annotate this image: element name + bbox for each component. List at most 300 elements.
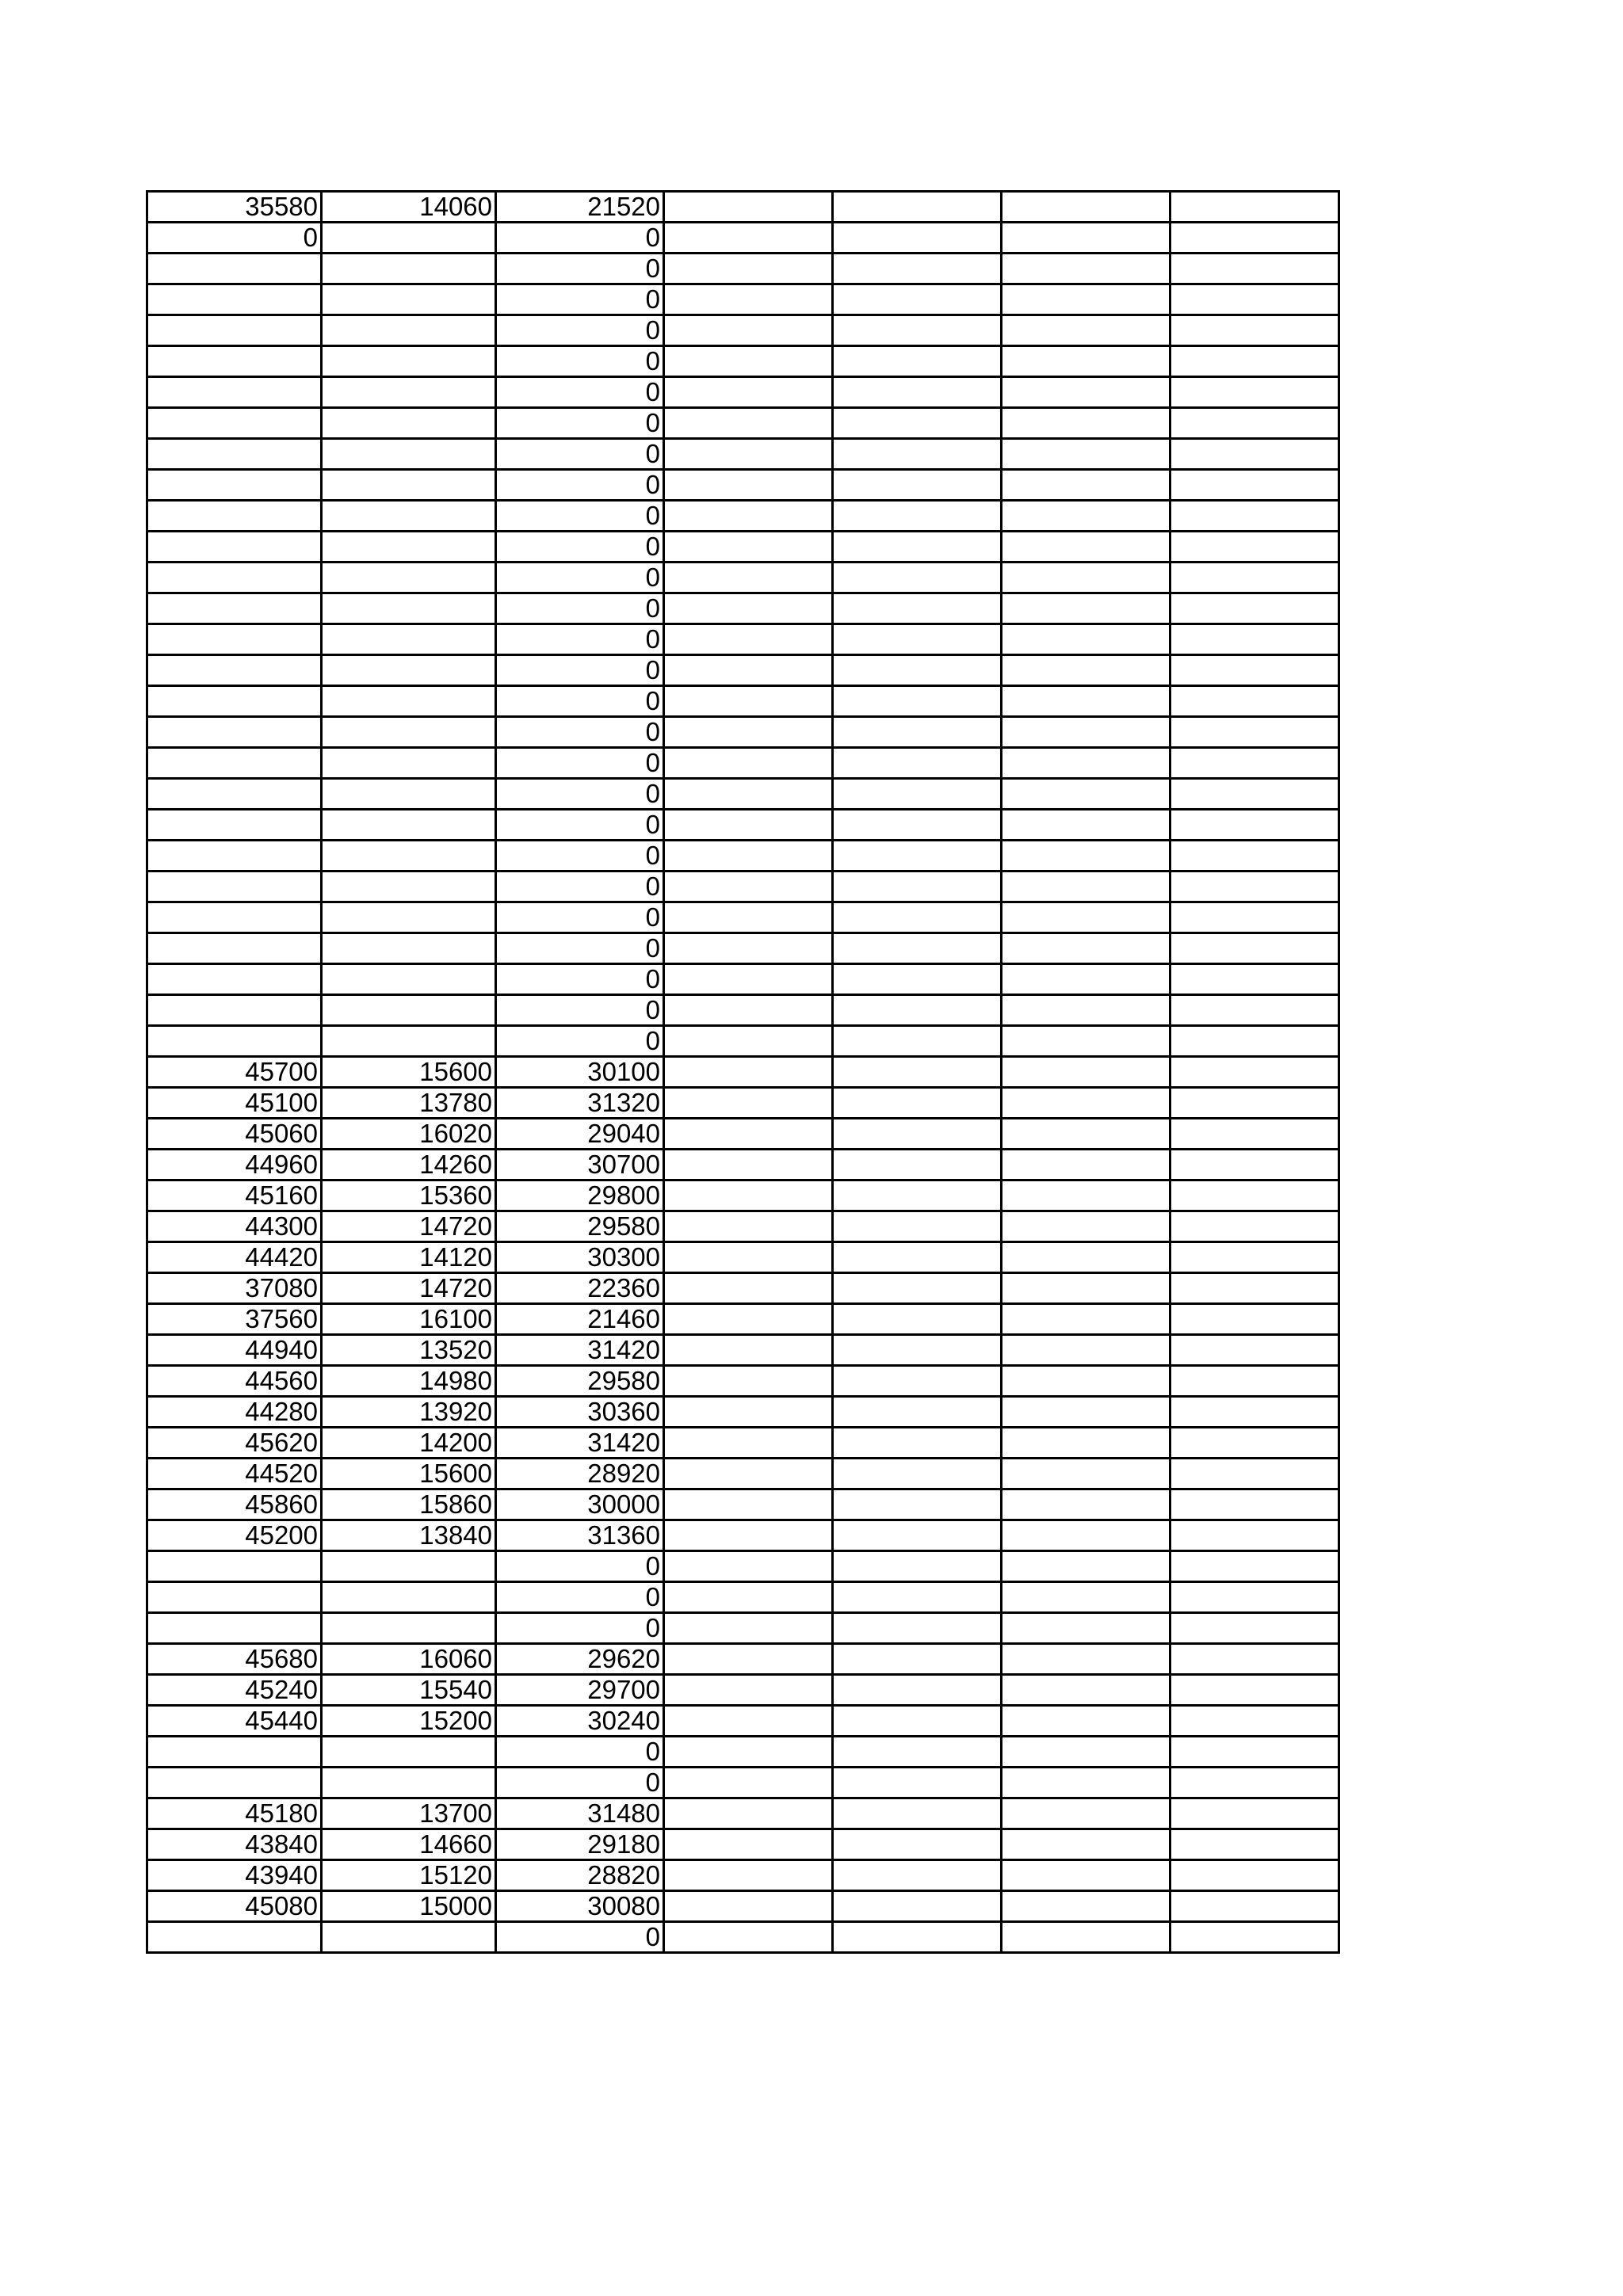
- cell-col-d[interactable]: [664, 1582, 833, 1613]
- cell-col-f[interactable]: [1002, 1211, 1170, 1242]
- cell-col-c[interactable]: 21460: [496, 1304, 664, 1335]
- cell-col-c[interactable]: 31320: [496, 1088, 664, 1119]
- cell-col-a[interactable]: 43940: [147, 1860, 322, 1891]
- cell-col-d[interactable]: [664, 1026, 833, 1057]
- cell-col-f[interactable]: [1002, 1644, 1170, 1675]
- cell-col-g[interactable]: [1170, 1088, 1339, 1119]
- cell-col-d[interactable]: [664, 501, 833, 532]
- cell-col-e[interactable]: [833, 532, 1002, 563]
- cell-col-c[interactable]: 0: [496, 717, 664, 748]
- cell-col-a[interactable]: [147, 1737, 322, 1768]
- cell-col-g[interactable]: [1170, 1520, 1339, 1551]
- cell-col-a[interactable]: 44300: [147, 1211, 322, 1242]
- cell-col-a[interactable]: [147, 284, 322, 315]
- cell-col-c[interactable]: 0: [496, 1737, 664, 1768]
- cell-col-c[interactable]: 0: [496, 1551, 664, 1582]
- cell-col-a[interactable]: [147, 254, 322, 284]
- cell-col-d[interactable]: [664, 1798, 833, 1829]
- cell-col-f[interactable]: [1002, 1582, 1170, 1613]
- cell-col-d[interactable]: [664, 964, 833, 995]
- cell-col-b[interactable]: [322, 841, 496, 871]
- cell-col-b[interactable]: [322, 223, 496, 254]
- cell-col-e[interactable]: [833, 841, 1002, 871]
- cell-col-c[interactable]: 0: [496, 315, 664, 346]
- cell-col-b[interactable]: 13920: [322, 1397, 496, 1428]
- cell-col-b[interactable]: [322, 995, 496, 1026]
- cell-col-e[interactable]: [833, 1891, 1002, 1922]
- cell-col-e[interactable]: [833, 1922, 1002, 1953]
- cell-col-d[interactable]: [664, 1242, 833, 1273]
- cell-col-b[interactable]: [322, 439, 496, 470]
- cell-col-e[interactable]: [833, 810, 1002, 841]
- cell-col-e[interactable]: [833, 1057, 1002, 1088]
- cell-col-e[interactable]: [833, 1860, 1002, 1891]
- cell-col-a[interactable]: 45060: [147, 1119, 322, 1150]
- cell-col-a[interactable]: 45240: [147, 1675, 322, 1706]
- cell-col-f[interactable]: [1002, 1366, 1170, 1397]
- cell-col-c[interactable]: 0: [496, 933, 664, 964]
- cell-col-e[interactable]: [833, 995, 1002, 1026]
- cell-col-a[interactable]: [147, 686, 322, 717]
- cell-col-e[interactable]: [833, 593, 1002, 624]
- cell-col-f[interactable]: [1002, 1428, 1170, 1459]
- cell-col-f[interactable]: [1002, 470, 1170, 501]
- cell-col-f[interactable]: [1002, 1860, 1170, 1891]
- cell-col-c[interactable]: 0: [496, 902, 664, 933]
- cell-col-e[interactable]: [833, 1675, 1002, 1706]
- cell-col-e[interactable]: [833, 346, 1002, 377]
- cell-col-b[interactable]: 13700: [322, 1798, 496, 1829]
- cell-col-b[interactable]: [322, 933, 496, 964]
- cell-col-e[interactable]: [833, 1242, 1002, 1273]
- cell-col-f[interactable]: [1002, 1489, 1170, 1520]
- cell-col-e[interactable]: [833, 254, 1002, 284]
- cell-col-e[interactable]: [833, 1798, 1002, 1829]
- cell-col-f[interactable]: [1002, 1397, 1170, 1428]
- cell-col-e[interactable]: [833, 408, 1002, 439]
- cell-col-d[interactable]: [664, 1860, 833, 1891]
- cell-col-f[interactable]: [1002, 223, 1170, 254]
- cell-col-a[interactable]: [147, 1768, 322, 1798]
- cell-col-c[interactable]: 28920: [496, 1459, 664, 1489]
- cell-col-f[interactable]: [1002, 779, 1170, 810]
- cell-col-g[interactable]: [1170, 717, 1339, 748]
- cell-col-a[interactable]: [147, 1026, 322, 1057]
- cell-col-b[interactable]: 15000: [322, 1891, 496, 1922]
- cell-col-b[interactable]: [322, 686, 496, 717]
- cell-col-a[interactable]: [147, 501, 322, 532]
- cell-col-b[interactable]: 16060: [322, 1644, 496, 1675]
- cell-col-e[interactable]: [833, 779, 1002, 810]
- cell-col-d[interactable]: [664, 1304, 833, 1335]
- cell-col-b[interactable]: [322, 563, 496, 593]
- cell-col-d[interactable]: [664, 933, 833, 964]
- cell-col-a[interactable]: 44420: [147, 1242, 322, 1273]
- cell-col-f[interactable]: [1002, 1798, 1170, 1829]
- cell-col-d[interactable]: [664, 841, 833, 871]
- cell-col-d[interactable]: [664, 563, 833, 593]
- cell-col-e[interactable]: [833, 1211, 1002, 1242]
- cell-col-c[interactable]: 31420: [496, 1335, 664, 1366]
- cell-col-e[interactable]: [833, 563, 1002, 593]
- cell-col-c[interactable]: 0: [496, 439, 664, 470]
- cell-col-b[interactable]: [322, 346, 496, 377]
- cell-col-g[interactable]: [1170, 779, 1339, 810]
- cell-col-b[interactable]: 16100: [322, 1304, 496, 1335]
- cell-col-f[interactable]: [1002, 315, 1170, 346]
- cell-col-f[interactable]: [1002, 1829, 1170, 1860]
- cell-col-c[interactable]: 0: [496, 563, 664, 593]
- cell-col-b[interactable]: [322, 532, 496, 563]
- cell-col-a[interactable]: 44960: [147, 1150, 322, 1180]
- cell-col-d[interactable]: [664, 1768, 833, 1798]
- cell-col-c[interactable]: 0: [496, 593, 664, 624]
- cell-col-e[interactable]: [833, 1520, 1002, 1551]
- cell-col-f[interactable]: [1002, 717, 1170, 748]
- cell-col-g[interactable]: [1170, 1026, 1339, 1057]
- cell-col-d[interactable]: [664, 1335, 833, 1366]
- cell-col-f[interactable]: [1002, 1242, 1170, 1273]
- cell-col-b[interactable]: 14660: [322, 1829, 496, 1860]
- cell-col-c[interactable]: 30000: [496, 1489, 664, 1520]
- cell-col-g[interactable]: [1170, 1798, 1339, 1829]
- cell-col-e[interactable]: [833, 1459, 1002, 1489]
- cell-col-g[interactable]: [1170, 995, 1339, 1026]
- cell-col-d[interactable]: [664, 1150, 833, 1180]
- cell-col-f[interactable]: [1002, 1057, 1170, 1088]
- cell-col-a[interactable]: 45100: [147, 1088, 322, 1119]
- cell-col-g[interactable]: [1170, 1613, 1339, 1644]
- cell-col-c[interactable]: 31420: [496, 1428, 664, 1459]
- cell-col-f[interactable]: [1002, 1026, 1170, 1057]
- cell-col-c[interactable]: 0: [496, 408, 664, 439]
- cell-col-c[interactable]: 30300: [496, 1242, 664, 1273]
- cell-col-a[interactable]: [147, 655, 322, 686]
- cell-col-b[interactable]: [322, 1922, 496, 1953]
- cell-col-g[interactable]: [1170, 933, 1339, 964]
- cell-col-f[interactable]: [1002, 1273, 1170, 1304]
- cell-col-b[interactable]: 15360: [322, 1180, 496, 1211]
- cell-col-g[interactable]: [1170, 1428, 1339, 1459]
- cell-col-d[interactable]: [664, 1520, 833, 1551]
- cell-col-f[interactable]: [1002, 1768, 1170, 1798]
- cell-col-d[interactable]: [664, 223, 833, 254]
- cell-col-a[interactable]: [147, 439, 322, 470]
- cell-col-c[interactable]: 0: [496, 284, 664, 315]
- cell-col-c[interactable]: 22360: [496, 1273, 664, 1304]
- cell-col-b[interactable]: 15600: [322, 1057, 496, 1088]
- cell-col-g[interactable]: [1170, 284, 1339, 315]
- cell-col-a[interactable]: 45440: [147, 1706, 322, 1737]
- cell-col-e[interactable]: [833, 470, 1002, 501]
- cell-col-g[interactable]: [1170, 1860, 1339, 1891]
- cell-col-g[interactable]: [1170, 902, 1339, 933]
- cell-col-f[interactable]: [1002, 841, 1170, 871]
- cell-col-e[interactable]: [833, 1489, 1002, 1520]
- cell-col-b[interactable]: [322, 871, 496, 902]
- cell-col-g[interactable]: [1170, 1644, 1339, 1675]
- cell-col-b[interactable]: 13840: [322, 1520, 496, 1551]
- cell-col-a[interactable]: 0: [147, 223, 322, 254]
- cell-col-e[interactable]: [833, 1335, 1002, 1366]
- cell-col-a[interactable]: [147, 964, 322, 995]
- cell-col-f[interactable]: [1002, 1150, 1170, 1180]
- cell-col-b[interactable]: 13780: [322, 1088, 496, 1119]
- cell-col-d[interactable]: [664, 408, 833, 439]
- cell-col-f[interactable]: [1002, 995, 1170, 1026]
- cell-col-f[interactable]: [1002, 439, 1170, 470]
- cell-col-f[interactable]: [1002, 346, 1170, 377]
- cell-col-a[interactable]: [147, 995, 322, 1026]
- cell-col-d[interactable]: [664, 1922, 833, 1953]
- cell-col-g[interactable]: [1170, 748, 1339, 779]
- cell-col-g[interactable]: [1170, 1273, 1339, 1304]
- cell-col-g[interactable]: [1170, 686, 1339, 717]
- cell-col-a[interactable]: 44940: [147, 1335, 322, 1366]
- cell-col-f[interactable]: [1002, 563, 1170, 593]
- cell-col-d[interactable]: [664, 1459, 833, 1489]
- cell-col-g[interactable]: [1170, 1582, 1339, 1613]
- cell-col-e[interactable]: [833, 223, 1002, 254]
- cell-col-a[interactable]: 37080: [147, 1273, 322, 1304]
- cell-col-e[interactable]: [833, 933, 1002, 964]
- cell-col-g[interactable]: [1170, 315, 1339, 346]
- cell-col-d[interactable]: [664, 1891, 833, 1922]
- cell-col-f[interactable]: [1002, 1706, 1170, 1737]
- cell-col-b[interactable]: [322, 1768, 496, 1798]
- cell-col-a[interactable]: 45700: [147, 1057, 322, 1088]
- cell-col-c[interactable]: 29700: [496, 1675, 664, 1706]
- cell-col-e[interactable]: [833, 717, 1002, 748]
- cell-col-a[interactable]: 44560: [147, 1366, 322, 1397]
- cell-col-e[interactable]: [833, 315, 1002, 346]
- cell-col-g[interactable]: [1170, 624, 1339, 655]
- cell-col-e[interactable]: [833, 192, 1002, 223]
- cell-col-d[interactable]: [664, 1057, 833, 1088]
- cell-col-e[interactable]: [833, 1366, 1002, 1397]
- cell-col-b[interactable]: 15860: [322, 1489, 496, 1520]
- cell-col-b[interactable]: [322, 1551, 496, 1582]
- cell-col-a[interactable]: [147, 841, 322, 871]
- cell-col-b[interactable]: [322, 1737, 496, 1768]
- cell-col-b[interactable]: 14720: [322, 1211, 496, 1242]
- cell-col-g[interactable]: [1170, 563, 1339, 593]
- cell-col-f[interactable]: [1002, 1675, 1170, 1706]
- cell-col-b[interactable]: 16020: [322, 1119, 496, 1150]
- cell-col-e[interactable]: [833, 1428, 1002, 1459]
- cell-col-b[interactable]: [322, 748, 496, 779]
- cell-col-c[interactable]: 29620: [496, 1644, 664, 1675]
- cell-col-c[interactable]: 0: [496, 470, 664, 501]
- cell-col-f[interactable]: [1002, 377, 1170, 408]
- cell-col-f[interactable]: [1002, 192, 1170, 223]
- cell-col-a[interactable]: 45620: [147, 1428, 322, 1459]
- cell-col-f[interactable]: [1002, 1520, 1170, 1551]
- cell-col-e[interactable]: [833, 1737, 1002, 1768]
- cell-col-c[interactable]: 0: [496, 1026, 664, 1057]
- cell-col-c[interactable]: 0: [496, 995, 664, 1026]
- cell-col-f[interactable]: [1002, 964, 1170, 995]
- cell-col-e[interactable]: [833, 1613, 1002, 1644]
- cell-col-f[interactable]: [1002, 748, 1170, 779]
- cell-col-e[interactable]: [833, 1644, 1002, 1675]
- cell-col-g[interactable]: [1170, 1150, 1339, 1180]
- cell-col-c[interactable]: 0: [496, 655, 664, 686]
- cell-col-a[interactable]: 45180: [147, 1798, 322, 1829]
- cell-col-a[interactable]: [147, 470, 322, 501]
- cell-col-g[interactable]: [1170, 1304, 1339, 1335]
- cell-col-e[interactable]: [833, 284, 1002, 315]
- cell-col-a[interactable]: [147, 1613, 322, 1644]
- cell-col-e[interactable]: [833, 964, 1002, 995]
- cell-col-e[interactable]: [833, 624, 1002, 655]
- cell-col-e[interactable]: [833, 1304, 1002, 1335]
- cell-col-e[interactable]: [833, 1768, 1002, 1798]
- cell-col-g[interactable]: [1170, 346, 1339, 377]
- cell-col-d[interactable]: [664, 655, 833, 686]
- cell-col-c[interactable]: 29040: [496, 1119, 664, 1150]
- cell-col-g[interactable]: [1170, 1922, 1339, 1953]
- cell-col-b[interactable]: 14720: [322, 1273, 496, 1304]
- cell-col-e[interactable]: [833, 1119, 1002, 1150]
- cell-col-d[interactable]: [664, 1737, 833, 1768]
- cell-col-b[interactable]: 13520: [322, 1335, 496, 1366]
- cell-col-c[interactable]: 0: [496, 1613, 664, 1644]
- cell-col-d[interactable]: [664, 192, 833, 223]
- cell-col-d[interactable]: [664, 1088, 833, 1119]
- cell-col-b[interactable]: [322, 902, 496, 933]
- cell-col-c[interactable]: 30360: [496, 1397, 664, 1428]
- cell-col-f[interactable]: [1002, 902, 1170, 933]
- cell-col-a[interactable]: [147, 1551, 322, 1582]
- cell-col-e[interactable]: [833, 377, 1002, 408]
- cell-col-d[interactable]: [664, 284, 833, 315]
- cell-col-a[interactable]: [147, 717, 322, 748]
- cell-col-e[interactable]: [833, 1026, 1002, 1057]
- cell-col-d[interactable]: [664, 1706, 833, 1737]
- cell-col-a[interactable]: [147, 933, 322, 964]
- cell-col-e[interactable]: [833, 686, 1002, 717]
- cell-col-g[interactable]: [1170, 1397, 1339, 1428]
- cell-col-c[interactable]: 29800: [496, 1180, 664, 1211]
- cell-col-a[interactable]: [147, 1582, 322, 1613]
- cell-col-c[interactable]: 0: [496, 377, 664, 408]
- cell-col-g[interactable]: [1170, 1119, 1339, 1150]
- cell-col-f[interactable]: [1002, 1088, 1170, 1119]
- cell-col-e[interactable]: [833, 1088, 1002, 1119]
- cell-col-b[interactable]: [322, 779, 496, 810]
- cell-col-d[interactable]: [664, 1397, 833, 1428]
- cell-col-e[interactable]: [833, 1150, 1002, 1180]
- cell-col-b[interactable]: 14060: [322, 192, 496, 223]
- cell-col-a[interactable]: [147, 346, 322, 377]
- cell-col-d[interactable]: [664, 1644, 833, 1675]
- cell-col-d[interactable]: [664, 470, 833, 501]
- cell-col-b[interactable]: [322, 717, 496, 748]
- cell-col-b[interactable]: [322, 254, 496, 284]
- cell-col-b[interactable]: [322, 501, 496, 532]
- cell-col-a[interactable]: [147, 408, 322, 439]
- cell-col-g[interactable]: [1170, 1737, 1339, 1768]
- cell-col-b[interactable]: [322, 624, 496, 655]
- cell-col-a[interactable]: 44520: [147, 1459, 322, 1489]
- cell-col-g[interactable]: [1170, 1551, 1339, 1582]
- cell-col-f[interactable]: [1002, 1335, 1170, 1366]
- cell-col-e[interactable]: [833, 1273, 1002, 1304]
- cell-col-f[interactable]: [1002, 655, 1170, 686]
- cell-col-f[interactable]: [1002, 1922, 1170, 1953]
- cell-col-g[interactable]: [1170, 254, 1339, 284]
- cell-col-g[interactable]: [1170, 1675, 1339, 1706]
- cell-col-f[interactable]: [1002, 1180, 1170, 1211]
- cell-col-c[interactable]: 29180: [496, 1829, 664, 1860]
- cell-col-e[interactable]: [833, 655, 1002, 686]
- cell-col-d[interactable]: [664, 1366, 833, 1397]
- cell-col-d[interactable]: [664, 717, 833, 748]
- cell-col-e[interactable]: [833, 1829, 1002, 1860]
- cell-col-b[interactable]: 14200: [322, 1428, 496, 1459]
- cell-col-b[interactable]: [322, 593, 496, 624]
- cell-col-e[interactable]: [833, 1582, 1002, 1613]
- cell-col-d[interactable]: [664, 439, 833, 470]
- cell-col-g[interactable]: [1170, 655, 1339, 686]
- cell-col-d[interactable]: [664, 346, 833, 377]
- cell-col-b[interactable]: [322, 315, 496, 346]
- cell-col-a[interactable]: [147, 902, 322, 933]
- cell-col-d[interactable]: [664, 593, 833, 624]
- cell-col-d[interactable]: [664, 1613, 833, 1644]
- cell-col-d[interactable]: [664, 1551, 833, 1582]
- cell-col-f[interactable]: [1002, 501, 1170, 532]
- cell-col-c[interactable]: 30100: [496, 1057, 664, 1088]
- cell-col-g[interactable]: [1170, 871, 1339, 902]
- cell-col-e[interactable]: [833, 501, 1002, 532]
- cell-col-a[interactable]: 44280: [147, 1397, 322, 1428]
- cell-col-g[interactable]: [1170, 810, 1339, 841]
- cell-col-d[interactable]: [664, 748, 833, 779]
- cell-col-c[interactable]: 0: [496, 748, 664, 779]
- cell-col-b[interactable]: [322, 408, 496, 439]
- cell-col-e[interactable]: [833, 1397, 1002, 1428]
- cell-col-g[interactable]: [1170, 501, 1339, 532]
- cell-col-f[interactable]: [1002, 1119, 1170, 1150]
- cell-col-e[interactable]: [833, 439, 1002, 470]
- cell-col-a[interactable]: [147, 1922, 322, 1953]
- cell-col-g[interactable]: [1170, 532, 1339, 563]
- cell-col-b[interactable]: 15600: [322, 1459, 496, 1489]
- cell-col-b[interactable]: 14120: [322, 1242, 496, 1273]
- cell-col-a[interactable]: [147, 624, 322, 655]
- cell-col-d[interactable]: [664, 1675, 833, 1706]
- cell-col-d[interactable]: [664, 624, 833, 655]
- cell-col-c[interactable]: 0: [496, 501, 664, 532]
- cell-col-g[interactable]: [1170, 1829, 1339, 1860]
- cell-col-a[interactable]: [147, 779, 322, 810]
- cell-col-f[interactable]: [1002, 871, 1170, 902]
- cell-col-f[interactable]: [1002, 810, 1170, 841]
- cell-col-b[interactable]: 14260: [322, 1150, 496, 1180]
- cell-col-b[interactable]: [322, 1613, 496, 1644]
- cell-col-a[interactable]: [147, 593, 322, 624]
- cell-col-a[interactable]: 45680: [147, 1644, 322, 1675]
- cell-col-b[interactable]: [322, 1582, 496, 1613]
- cell-col-a[interactable]: 45080: [147, 1891, 322, 1922]
- cell-col-a[interactable]: [147, 563, 322, 593]
- cell-col-c[interactable]: 0: [496, 1922, 664, 1953]
- cell-col-g[interactable]: [1170, 1057, 1339, 1088]
- cell-col-a[interactable]: [147, 748, 322, 779]
- cell-col-g[interactable]: [1170, 1180, 1339, 1211]
